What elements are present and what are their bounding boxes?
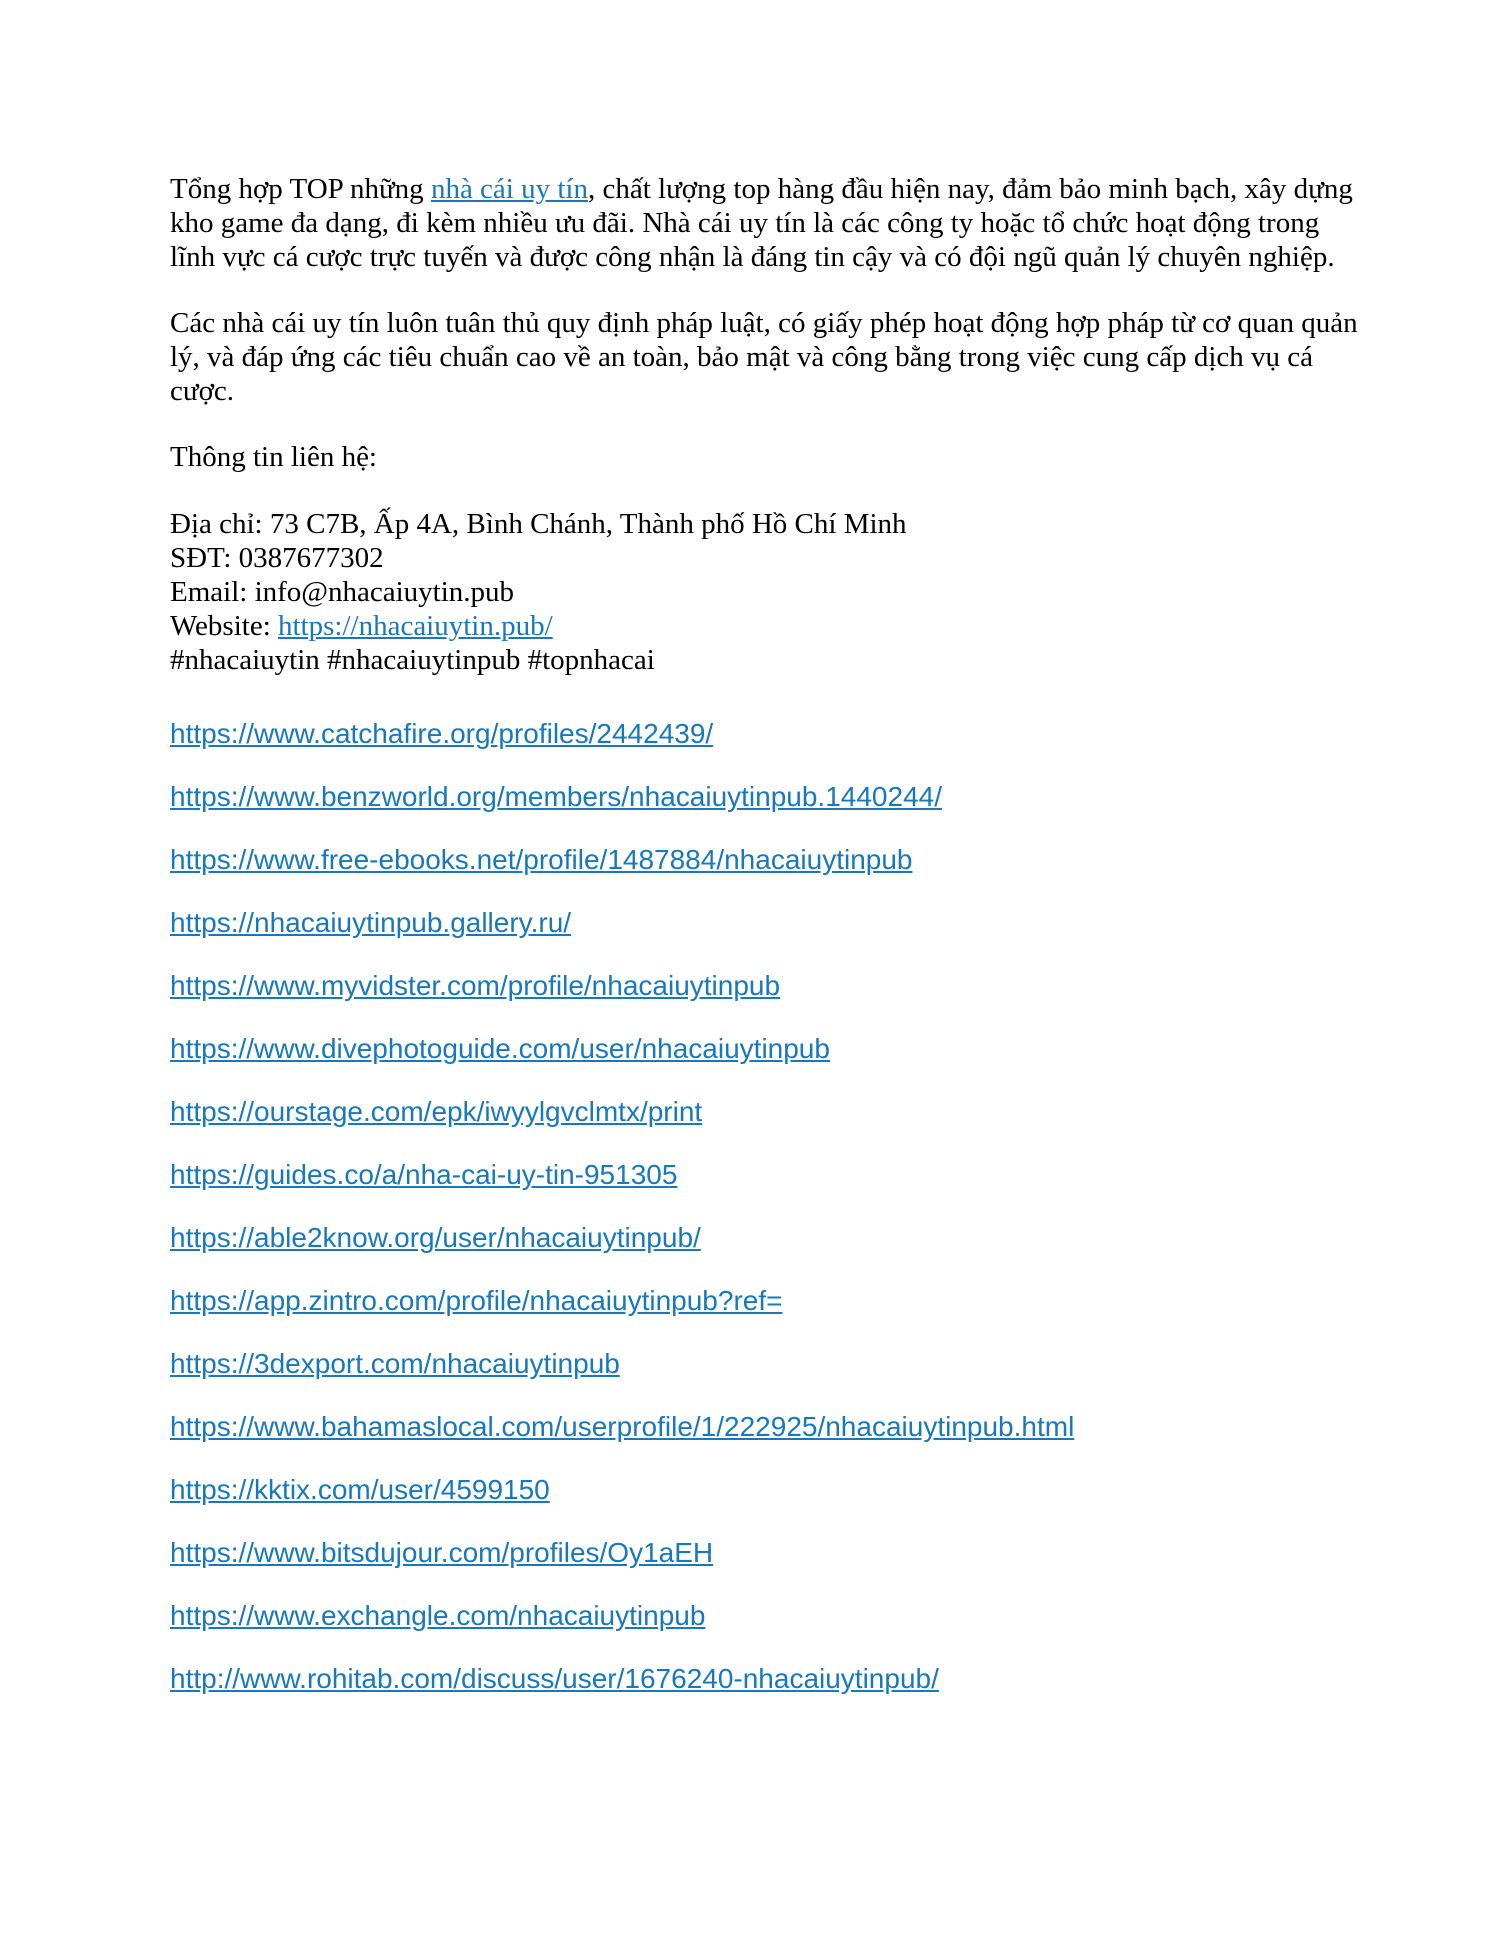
backlink-url[interactable]: https://able2know.org/user/nhacaiuytinpub/ [170, 1222, 701, 1253]
backlink-url[interactable]: https://guides.co/a/nha-cai-uy-tin-951305 [170, 1159, 678, 1190]
backlink-url[interactable]: https://kktix.com/user/4599150 [170, 1474, 550, 1505]
backlink-item [170, 1284, 1360, 1318]
backlink-item [170, 1473, 1360, 1507]
backlink-item [170, 1158, 1360, 1192]
backlink-url[interactable]: https://www.free-ebooks.net/profile/1487884/nhacaiuytinpub [170, 844, 913, 875]
intro-paragraph-1-text-after: , chất lượng top hàng đầu hiện nay, đảm bảo minh bạch, xây dựng kho game đa dạng, đi kèm nhiều ưu đãi. Nhà cái uy tín là các công ty hoặc tổ chức hoạt động trong lĩnh vực cá cược trực tuyến và được công nhận là đáng tin cậy và có đội ngũ quản lý chuyên nghiệp. [170, 173, 1353, 273]
contact-block [170, 507, 1360, 677]
contact-hashtags: #nhacaiuytin #nhacaiuytinpub #topnhacai [170, 644, 655, 676]
backlink-item [170, 1410, 1360, 1444]
contact-website-link[interactable]: https://nhacaiuytin.pub/ [278, 610, 553, 642]
backlink-list [170, 717, 1360, 1696]
intro-paragraph-1 [170, 172, 1360, 274]
contact-heading: Thông tin liên hệ: [170, 441, 377, 473]
backlink-item [170, 1347, 1360, 1381]
contact-address: Địa chỉ: 73 C7B, Ấp 4A, Bình Chánh, Thành phố Hồ Chí Minh [170, 508, 907, 540]
backlink-url[interactable]: https://ourstage.com/epk/iwyylgvclmtx/print [170, 1096, 703, 1127]
intro-paragraph-2: Các nhà cái uy tín luôn tuân thủ quy định pháp luật, có giấy phép hoạt động hợp pháp từ cơ quan quản lý, và đáp ứng các tiêu chuẩn cao về an toàn, bảo mật và công bằng trong việc cung cấp dịch vụ cá cược. [170, 307, 1358, 407]
contact-website-line [170, 609, 1360, 643]
backlink-item [170, 969, 1360, 1003]
backlink-item [170, 1221, 1360, 1255]
backlink-url[interactable]: https://www.benzworld.org/members/nhacaiuytinpub.1440244/ [170, 781, 942, 812]
backlink-item [170, 1095, 1360, 1129]
backlink-item [170, 1032, 1360, 1066]
backlink-item [170, 780, 1360, 814]
backlink-item [170, 1536, 1360, 1570]
backlink-url[interactable]: https://www.exchangle.com/nhacaiuytinpub [170, 1600, 706, 1631]
backlink-url[interactable]: https://www.divephotoguide.com/user/nhacaiuytinpub [170, 1033, 830, 1064]
backlink-item [170, 1662, 1360, 1696]
backlink-url[interactable]: https://www.bahamaslocal.com/userprofile/1/222925/nhacaiuytinpub.html [170, 1411, 1075, 1442]
backlink-item [170, 1599, 1360, 1633]
backlink-url[interactable]: https://www.myvidster.com/profile/nhacaiuytinpub [170, 970, 781, 1001]
intro-paragraph-1-text-before: Tổng hợp TOP những [170, 173, 431, 205]
contact-website-label: Website: [170, 610, 278, 642]
contact-phone: SĐT: 0387677302 [170, 542, 384, 574]
backlink-item [170, 843, 1360, 877]
backlink-url[interactable]: http://www.rohitab.com/discuss/user/1676240-nhacaiuytinpub/ [170, 1663, 939, 1694]
backlink-item [170, 906, 1360, 940]
backlink-url[interactable]: https://www.bitsdujour.com/profiles/Oy1aEH [170, 1537, 714, 1568]
contact-email: Email: info@nhacaiuytin.pub [170, 576, 515, 608]
backlink-url[interactable]: https://nhacaiuytinpub.gallery.ru/ [170, 907, 572, 938]
backlink-item [170, 717, 1360, 751]
backlink-url[interactable]: https://app.zintro.com/profile/nhacaiuytinpub?ref= [170, 1285, 783, 1316]
backlink-url[interactable]: https://www.catchafire.org/profiles/2442439/ [170, 718, 714, 749]
inline-link-nha-cai-uy-tin[interactable]: nhà cái uy tín [430, 173, 588, 205]
backlink-url[interactable]: https://3dexport.com/nhacaiuytinpub [170, 1348, 620, 1379]
